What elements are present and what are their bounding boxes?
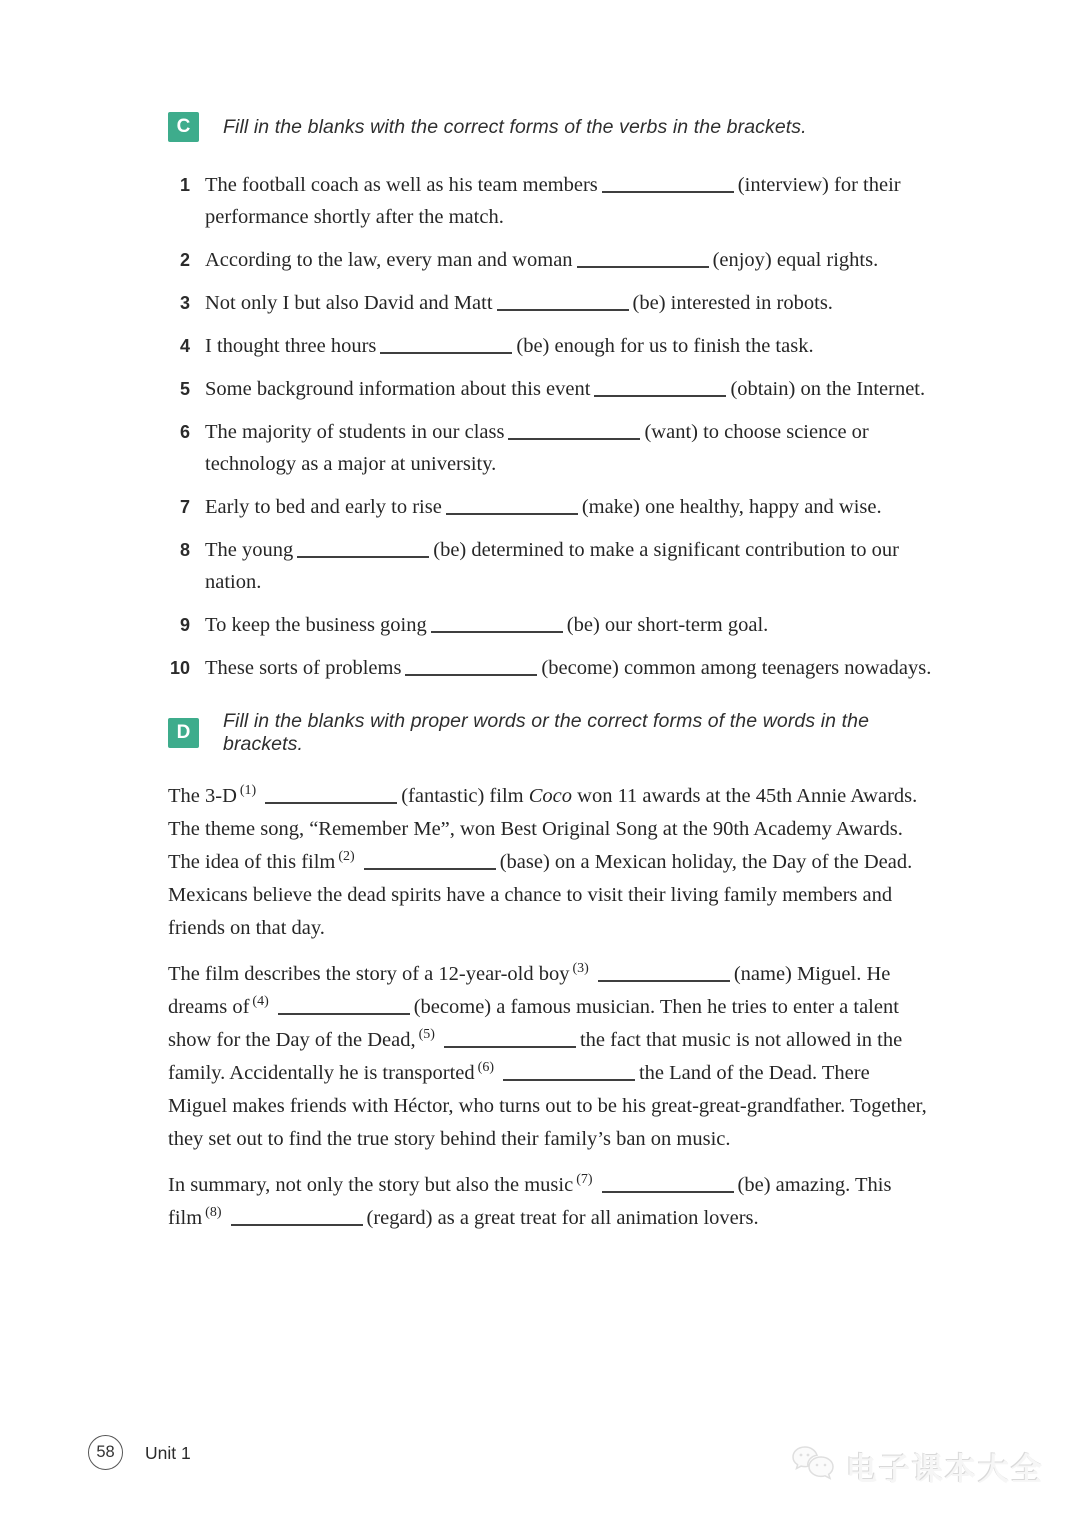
item-number: 9 [179,615,190,635]
passage-paragraph-2 [168,958,928,1156]
item-text [205,244,933,276]
blank-number: (7) [576,1172,593,1187]
text-run: The majority of students in our class [205,421,505,443]
text-run: I thought three hours [205,335,377,357]
text-run: (be) enough for us to finish the task. [516,335,814,357]
text-run: These sorts of problems [205,657,402,679]
fill-in-blank[interactable] [278,997,410,1015]
text-run: (be) interested in robots. [632,292,833,314]
fill-in-blank[interactable] [602,175,734,193]
exercise-item-6 [168,416,940,480]
fill-in-blank[interactable] [602,1175,734,1193]
item-text [205,534,933,598]
text-run: (base) on a Mexican holiday, the Day of the Dead. Mexicans believe the dead spirits have a chance to visit their living family members and friends on that day. [168,851,913,939]
text-run: The 3-D [168,785,237,807]
text-run: According to the law, every man and woman [205,249,573,271]
text-run: the fact that music is not allowed in the family. Accidentally he is transported [168,1029,903,1084]
text-run: The football coach as well as his team members [205,174,598,196]
item-text [205,652,933,684]
item-number: 1 [179,175,190,195]
blank-number: (5) [418,1027,435,1042]
exercise-item-10 [168,652,940,684]
blank-number: (6) [477,1060,494,1075]
watermark [790,1444,1044,1489]
item-text [205,287,933,319]
exercise-item-7 [168,491,940,523]
text-run: (interview) for their performance shortly after the match. [205,174,901,228]
exercise-item-8 [168,534,940,598]
item-text [205,373,933,405]
exercise-item-4 [168,330,940,362]
item-number: 2 [179,250,190,270]
text-run: (enjoy) equal rights. [712,249,879,271]
text-run: Not only I but also David and Matt [205,292,493,314]
text-run: Early to bed and early to rise [205,496,442,518]
text-run: The film describes the story of a 12-year-old boy [168,963,570,985]
fill-in-blank[interactable] [380,336,512,354]
exercise-list-c [168,169,940,684]
fill-in-blank[interactable] [508,422,640,440]
blank-number: (3) [572,961,589,976]
blank-number: (8) [205,1205,222,1220]
fill-in-blank[interactable] [497,293,629,311]
passage-paragraph-3 [168,1169,928,1235]
text-run: (fantastic) film [401,785,529,807]
watermark-text: 电子课本大全 [846,1452,1044,1487]
passage-d [168,780,928,1235]
blank-number: (2) [338,849,355,864]
fill-in-blank[interactable] [444,1030,576,1048]
text-run: The young [205,539,294,561]
item-text [205,169,933,233]
section-c-instruction: Fill in the blanks with the correct forms of the verbs in the brackets. [223,115,807,138]
item-text [205,609,933,641]
text-run: (be) determined to make a significant contribution to our nation. [205,539,899,593]
page-number-badge [88,1435,123,1470]
text-run: (name) Miguel. He dreams of [168,963,891,1018]
exercise-item-2 [168,244,940,276]
section-d-header [168,710,940,756]
fill-in-blank[interactable] [431,615,563,633]
fill-in-blank[interactable] [364,852,496,870]
fill-in-blank[interactable] [446,497,578,515]
text-run: (be) amazing. This film [168,1174,892,1229]
exercise-item-3 [168,287,940,319]
item-number: 7 [179,497,190,517]
exercise-item-5 [168,373,940,405]
item-number: 3 [179,293,190,313]
text-run: (become) a famous musician. Then he tries to enter a talent show for the Day of the Dead, [168,996,899,1051]
section-c-badge: C [168,112,199,142]
exercise-item-1 [168,169,940,233]
text-run: In summary, not only the story but also the music [168,1174,574,1196]
fill-in-blank[interactable] [594,379,726,397]
fill-in-blank[interactable] [231,1208,363,1226]
fill-in-blank[interactable] [577,250,709,268]
unit-label: Unit 1 [145,1443,191,1463]
text-run: (become) common among teenagers nowadays. [541,657,932,679]
text-run: won 11 awards at the 45th Annie Awards. The theme song, “Remember Me”, won Best Original Song at the 90th Academy Awards. The idea of this film [168,785,918,873]
section-d [168,710,940,1235]
item-number: 4 [179,336,190,356]
fill-in-blank[interactable] [598,964,730,982]
page-content [168,112,940,1248]
text-run: (be) our short-term goal. [566,614,769,636]
text-run: Some background information about this event [205,378,591,400]
text-run: (obtain) on the Internet. [730,378,926,400]
wechat-logo-icon [790,1444,838,1489]
exercise-item-9 [168,609,940,641]
fill-in-blank[interactable] [297,540,429,558]
section-d-instruction: Fill in the blanks with proper words or the correct forms of the words in the brackets. [223,710,870,755]
text-run: (want) to choose science or technology as a major at university. [205,421,869,475]
section-c-header [168,112,940,142]
blank-number: (1) [239,783,257,798]
fill-in-blank[interactable] [265,786,397,804]
item-number: 8 [179,540,190,560]
item-number: 5 [179,379,190,399]
blank-number: (4) [252,994,269,1009]
section-c [168,112,940,684]
fill-in-blank[interactable] [503,1063,635,1081]
fill-in-blank[interactable] [405,658,537,676]
item-text [205,330,933,362]
page-number: 58 [96,1443,115,1461]
item-number: 10 [169,658,190,678]
item-number: 6 [179,422,190,442]
text-run: (make) one healthy, happy and wise. [581,496,882,518]
text-run: To keep the business going [205,614,427,636]
section-d-badge: D [168,718,199,748]
item-text [205,416,933,480]
text-run: the Land of the Dead. There Miguel makes friends with Héctor, who turns out to be his great-great-grandfather. Together, they set out to find the true story behind their family’s ban on music. [168,1062,927,1150]
item-text [205,491,933,523]
passage-paragraph-1 [168,780,928,945]
film-title: Coco [528,785,573,807]
text-run: (regard) as a great treat for all animation lovers. [366,1207,759,1229]
